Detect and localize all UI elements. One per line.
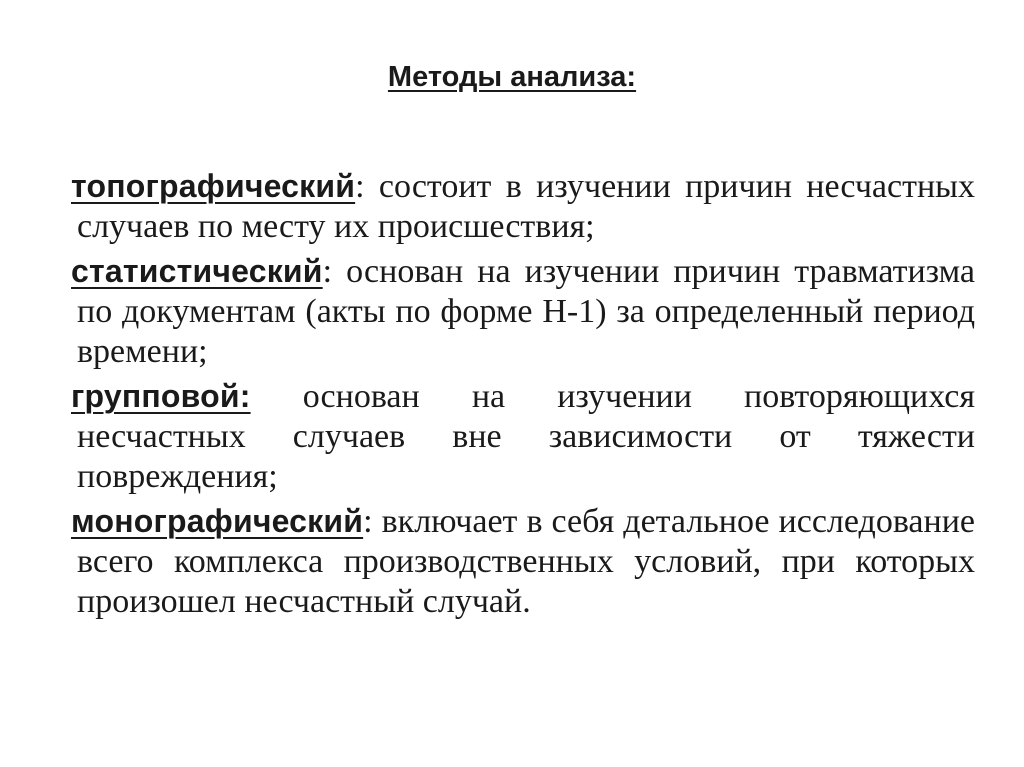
method-description: состоит в изучении причин несчастных случаев по месту их происшествия; [77,168,975,245]
slide-title [0,58,1024,96]
method-term: монографический [71,503,364,539]
method-term: топографический [71,168,356,204]
method-description: основан на изучении повторяющихся несчастных случаев вне зависимости от тяжести повреждения; [77,378,975,495]
method-item-monographic [71,501,975,622]
method-item-statistical [71,251,975,372]
slide-title-text: Методы анализа: [387,61,637,93]
method-description: включает в себя детальное исследование всего комплекса производственных условий, при которых произошел несчастный случай. [77,503,975,620]
methods-list [71,166,975,626]
method-term-colon: : [322,253,333,290]
method-item-group [71,376,975,497]
method-term: статистический [71,253,323,289]
method-description: основан на изучении причин травматизма по документам (акты по форме Н-1) за определенный период времени; [77,253,975,370]
method-term: групповой: [71,378,251,414]
method-term-colon: : [355,168,365,205]
method-term-colon: : [363,503,373,540]
method-item-topographic [71,166,975,247]
